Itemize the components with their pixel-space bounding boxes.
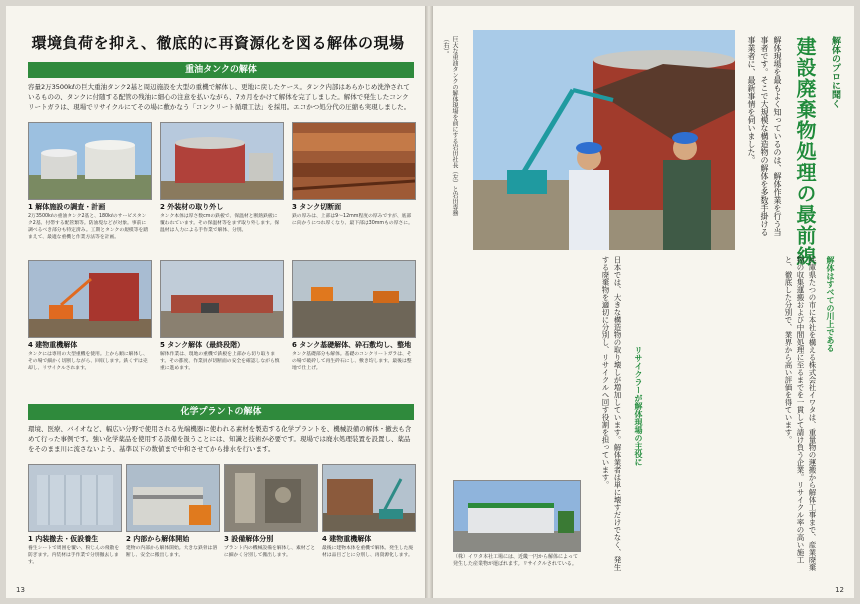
photo-interior-removal	[28, 464, 122, 532]
section-intro-heavy-oil-tank: 容量2万3500kℓの巨大重油タンク2基と周辺施設を大型の重機で解体し、更地に戻したケース。タンク内部はあらかじめ洗浄されているものの、タンクに付随する配管の残油に細心の注意を払いながら、7カ月をかけて解体を完了しました。解体で発生したコンクリートガラは、現場でリサイクルにてその場に敷かなう「コンクリート循環工法」を採用。エコかつ処分代の圧縮も実現しました。	[28, 83, 411, 111]
photo-equipment-sorting	[224, 464, 318, 532]
column1-text: 兵庫県たつの市に本社を構える株式会社イワタは、重量物の運搬から解体工事まで、産業廃棄物の収集運搬および中間処理に至るまでを一貫して請け負う企業。リサイクル率の高い施工と、徹底した分別で、業界から高い評価を得ています。	[784, 256, 817, 571]
step-title: 4 建物重機解体	[322, 535, 372, 543]
photo-building-machinery-demolition	[322, 464, 416, 532]
main-photo-caption: 巨大な重油タンクの解体現場を前にする岩田社長（左）と岩田専務（右）。	[442, 36, 458, 216]
step-desc: プラント内の機械設備を解体し、素材ごとに細かく分別して搬出します。	[224, 546, 316, 558]
spine	[425, 6, 433, 598]
step-desc: タンクには専用の大型重機を使用。上から順に解体し、その場で細かく切断しながら、回収します。鉄くずは売却し、リサイクルされます。	[28, 352, 148, 371]
photo-internal-demolition	[126, 464, 220, 532]
photo-heavy-machinery-demolition	[28, 260, 152, 338]
page-number: 13	[16, 586, 25, 594]
step-title: 5 タンク解体（最終段階）	[160, 341, 245, 349]
photo-tank-final-stage	[160, 260, 284, 338]
headline: 建設廃棄物処理の最前線	[793, 36, 817, 267]
step-title: 1 内装撤去・仮設養生	[28, 535, 99, 543]
step-desc: タンク基礎部分も解体。基礎のコンクリートガラは、その場で破砕して再生砕石にし、敷き均します。最後は整地で仕上げ。	[292, 352, 412, 371]
left-page	[6, 6, 425, 598]
page-number: 12	[835, 586, 844, 594]
column1-heading: 解体はすべての川上である	[826, 256, 835, 352]
photo-foundation-leveling	[292, 260, 416, 338]
step-desc: 最後に建物本体を重機で解体。発生した廃材は品目ごとに分別し、再資源化します。	[322, 546, 414, 558]
step-title: 4 建物重機解体	[28, 341, 78, 349]
step-title: 2 内部から解体開始	[126, 535, 190, 543]
section-heading-heavy-oil-tank: 重油タンクの解体	[28, 62, 414, 78]
plant-photo-caption: （株）イワタ本社工場には、近畿一円から解体によって発生した産業物が運ばれます。リサイクルされている。	[453, 554, 578, 567]
page-title: 環境負荷を抑え、徹底的に再資源化を図る解体の現場	[31, 34, 405, 52]
step-desc: 鉄の厚みは、上部は9〜12mm程度の厚みですが、底部に向かうにつれ厚くなり、最下部は30mmもの厚さに。	[292, 214, 413, 226]
photo-tank-cut-section	[292, 122, 416, 200]
step-desc: タンク本体は厚さ数cmの鉄板で、保温材と断熱鉄板に覆われています。その保温材等をまず取り外します。保温材は人力による手作業で解体、分別。	[160, 214, 280, 233]
step-desc: 解体作業は、現地の重機で鉄板を上部から切り取ります。その都度、作業員が切断面の安全を確認しながら慎重に進めます。	[160, 352, 280, 371]
step-desc: 建物の内部から解体開始。大きな鉄骨は溶断し、安全に搬出します。	[126, 546, 218, 558]
section-intro-chemical-plant: 環境、医療、バイオなど、幅広い分野で使用される先端機器に使われる素材を製造する化学プラントを、機械設備の解体・撤去も含めて行った事例です。強い化学薬品を使用する設備を扱うことには、知識と技術が必要です。現場では廃水処理装置を設置し、薬品をそのまま川に流さないよう、基準以下の数値まで中和させてから排水を行います。	[28, 425, 412, 453]
section-heading-chemical-plant: 化学プラントの解体	[28, 404, 414, 420]
step-desc: 2万3500kℓの重油タンク2基と、180kℓのサービスタンク2基、付帯する配管類等。防油堤などが対象。事前に調べるべき部分も特定済み。工期とタンクの規模等を踏まえて、最適な重機と作業方法等を計画。	[28, 214, 149, 240]
step-title: 2 外装材の取り外し	[160, 203, 224, 211]
photo-interview-at-tank	[473, 30, 735, 250]
step-title: 3 設備解体分別	[224, 535, 274, 543]
step-title: 1 解体施設の調査・計画	[28, 203, 106, 211]
kicker: 解体のプロに聞く	[830, 36, 840, 108]
right-page	[433, 6, 854, 598]
lead-text: 解体現場を最もよく知っているのは、解体作業を行う当事者です。そこで大規模な構造物の解体を多数手掛ける事業者に、最新事情を伺いました。	[747, 36, 782, 236]
photo-company-plant	[453, 480, 581, 552]
step-title: 3 タンク切断面	[292, 203, 342, 211]
step-title: 6 タンク基礎解体、砕石敷均し、整地	[292, 341, 412, 349]
photo-exterior-removal	[160, 122, 284, 200]
column2-text: 日本では、大きな構造物の取り壊しが増加しています。解体業者は単に壊すだけでなく、発生する廃棄物を適切に分別し、リサイクルへ回す役割を担っています。	[601, 256, 622, 571]
column2-heading: リサイクラーが解体現場の主役に	[634, 346, 643, 466]
step-desc: 養生シートで周囲を覆い、粉じんの飛散を防ぎます。内装材は手作業で分別撤去します。	[28, 546, 120, 565]
photo-tank-survey	[28, 122, 152, 200]
